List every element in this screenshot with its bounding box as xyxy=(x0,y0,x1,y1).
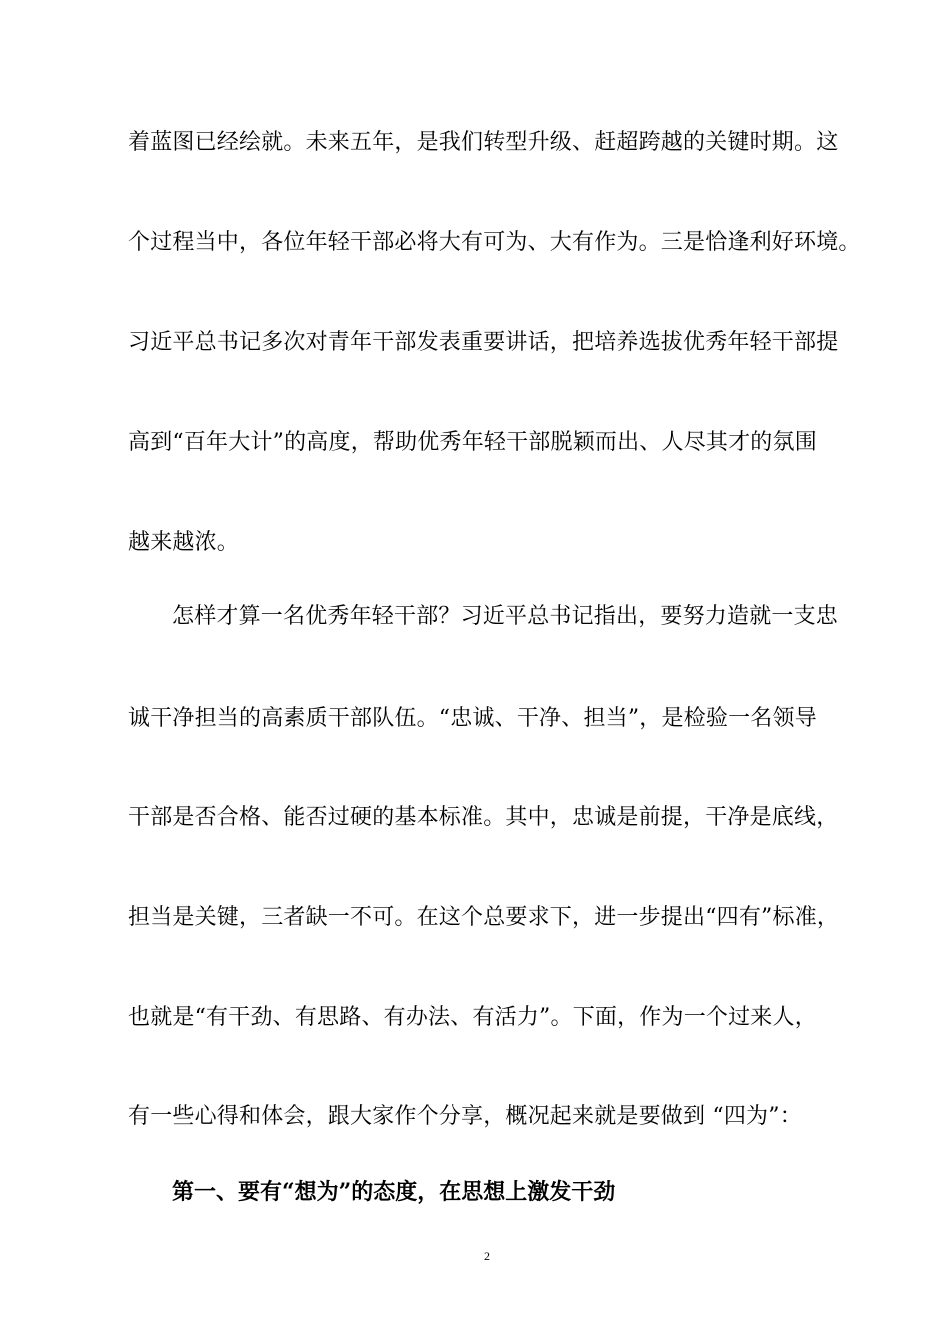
paragraph-line: 有一些心得和体会，跟大家作个分享，概况起来就是要做到 “四为”： xyxy=(128,1104,802,1129)
paragraph-line: 个过程当中，各位年轻干部必将大有可为、大有作为。三是恰逢利好环境。 xyxy=(128,230,861,255)
paragraph-line: 担当是关键，三者缺一不可。在这个总要求下，进一步提出“四有”标准， xyxy=(128,905,840,930)
paragraph-line: 习近平总书记多次对青年干部发表重要讲话，把培养选拔优秀年轻干部提 xyxy=(128,330,839,355)
paragraph-line: 高到“百年大计”的高度，帮助优秀年轻干部脱颖而出、人尽其才的氛围 xyxy=(128,430,817,455)
paragraph-line: 诚干净担当的高素质干部队伍。“忠诚、干净、担当”，是检验一名领导 xyxy=(128,706,817,731)
paragraph-line: 越来越浓。 xyxy=(128,530,240,555)
section-heading: 第一、要有“想为”的态度，在思想上激发干劲 xyxy=(172,1179,616,1205)
page-number: 2 xyxy=(484,1249,490,1263)
paragraph-line: 怎样才算一名优秀年轻干部？习近平总书记指出，要努力造就一支忠 xyxy=(172,604,839,629)
paragraph-line: 也就是“有干劲、有思路、有办法、有活力”。下面，作为一个过来人， xyxy=(128,1005,817,1030)
paragraph-line: 着蓝图已经绘就。未来五年，是我们转型升级、赶超跨越的关键时期。这 xyxy=(128,130,839,155)
paragraph-line: 干部是否合格、能否过硬的基本标准。其中，忠诚是前提，干净是底线， xyxy=(128,805,839,830)
